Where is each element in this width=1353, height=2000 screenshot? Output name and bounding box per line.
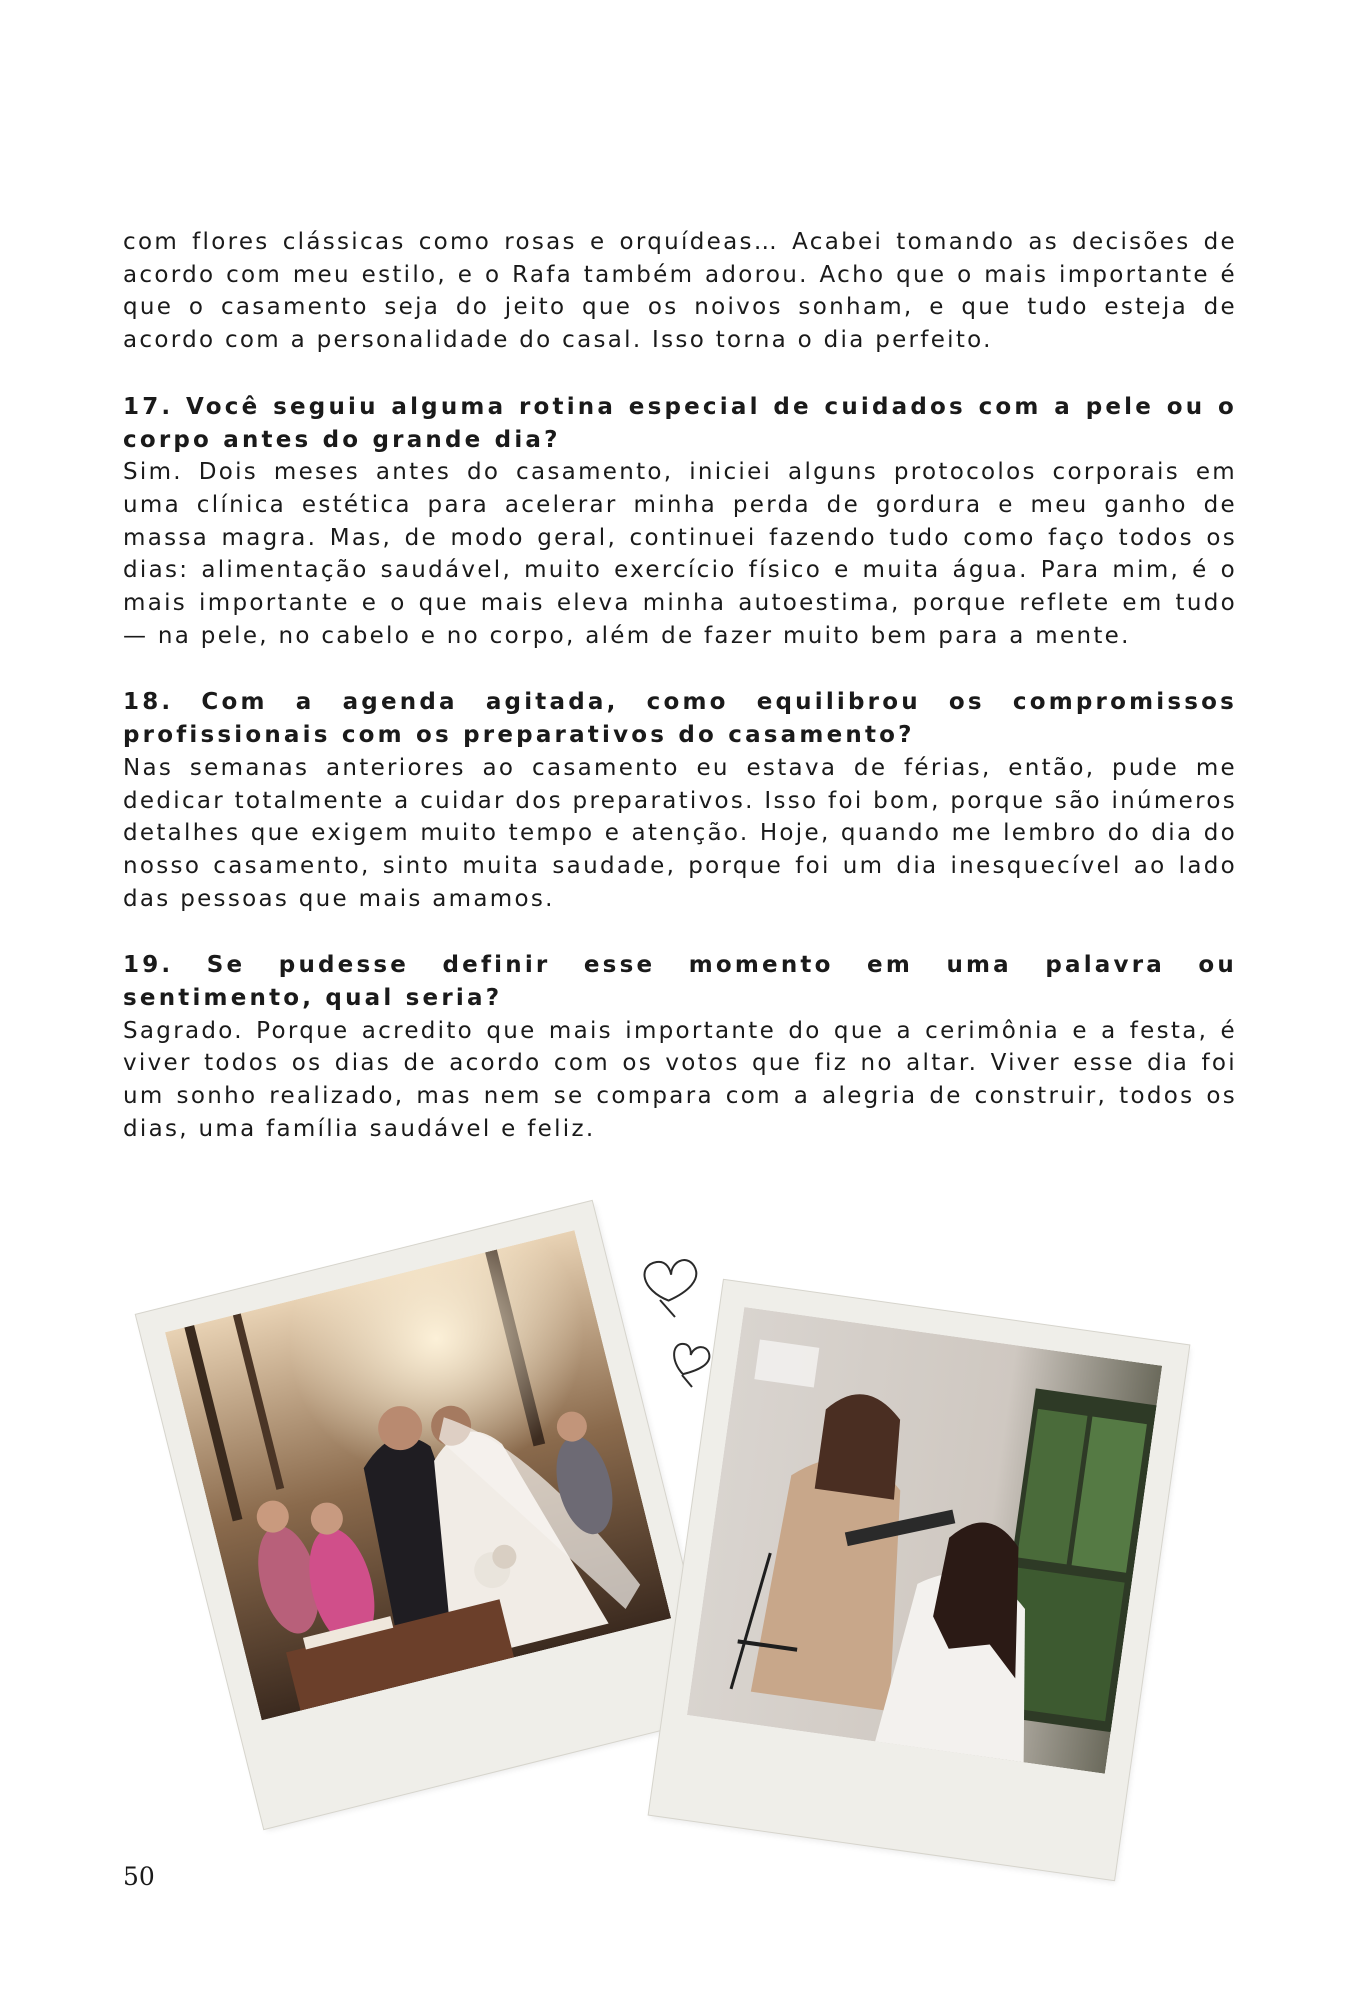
answer-17: Sim. Dois meses antes do casamento, iniciei alguns protocolos corporais em uma clínica estética para acelerar minha perda de gordura e meu ganho de massa magra. Mas, de modo geral, continuei fazendo tudo como faço todos os dias: alimentação saudável, muito exercício físico e muita água. Para mim, é o mais importante e o que mais eleva minha autoestima, porque reflete em tudo — na pele, no cabelo e no corpo, além de fazer muito bem para a mente. bbox=[123, 459, 1237, 649]
intro-paragraph: com flores clássicas como rosas e orquídeas… Acabei tomando as decisões de acordo com meu estilo, e o Rafa também adorou. Acho que o mais importante é que o casamento seja do jeito que os noivos sonham, e que tudo esteja de acordo com a personalidade do casal. Isso torna o dia perfeito. bbox=[123, 229, 1237, 354]
intro-block bbox=[123, 226, 1237, 357]
bride-hair-styling-photo bbox=[687, 1307, 1162, 1774]
qa-item-18 bbox=[123, 686, 1237, 915]
question-19: 19. Se pudesse definir esse momento em uma palavra ou sentimento, qual seria? bbox=[123, 952, 1237, 1012]
wedding-kiss-photo bbox=[165, 1230, 671, 1720]
qa-item-17 bbox=[123, 391, 1237, 653]
heart-doodle-icon bbox=[630, 1245, 740, 1395]
article-body bbox=[123, 226, 1237, 1180]
answer-18: Nas semanas anteriores ao casamento eu estava de férias, então, pude me dedicar totalmente a cuidar dos preparativos. Isso foi bom, porque são inúmeros detalhes que exigem muito tempo e atenção. Hoje, quando me lembro do dia do nosso casamento, sinto muita saudade, porque foi um dia inesquecível ao lado das pessoas que mais amamos. bbox=[123, 754, 1237, 912]
page-number: 50 bbox=[123, 1862, 155, 1891]
question-18: 18. Com a agenda agitada, como equilibrou os compromissos profissionais com os preparativos do casamento? bbox=[123, 689, 1237, 749]
qa-item-19 bbox=[123, 949, 1237, 1145]
answer-19: Sagrado. Porque acredito que mais importante do que a cerimônia e a festa, é viver todos os dias de acordo com os votos que fiz no altar. Viver esse dia foi um sonho realizado, mas nem se compara com a alegria de construir, todos os dias, uma família saudável e feliz. bbox=[123, 1017, 1237, 1142]
heart-doodles bbox=[630, 1245, 740, 1395]
question-17: 17. Você seguiu alguma rotina especial de cuidados com a pele ou o corpo antes do grande dia? bbox=[123, 393, 1237, 453]
